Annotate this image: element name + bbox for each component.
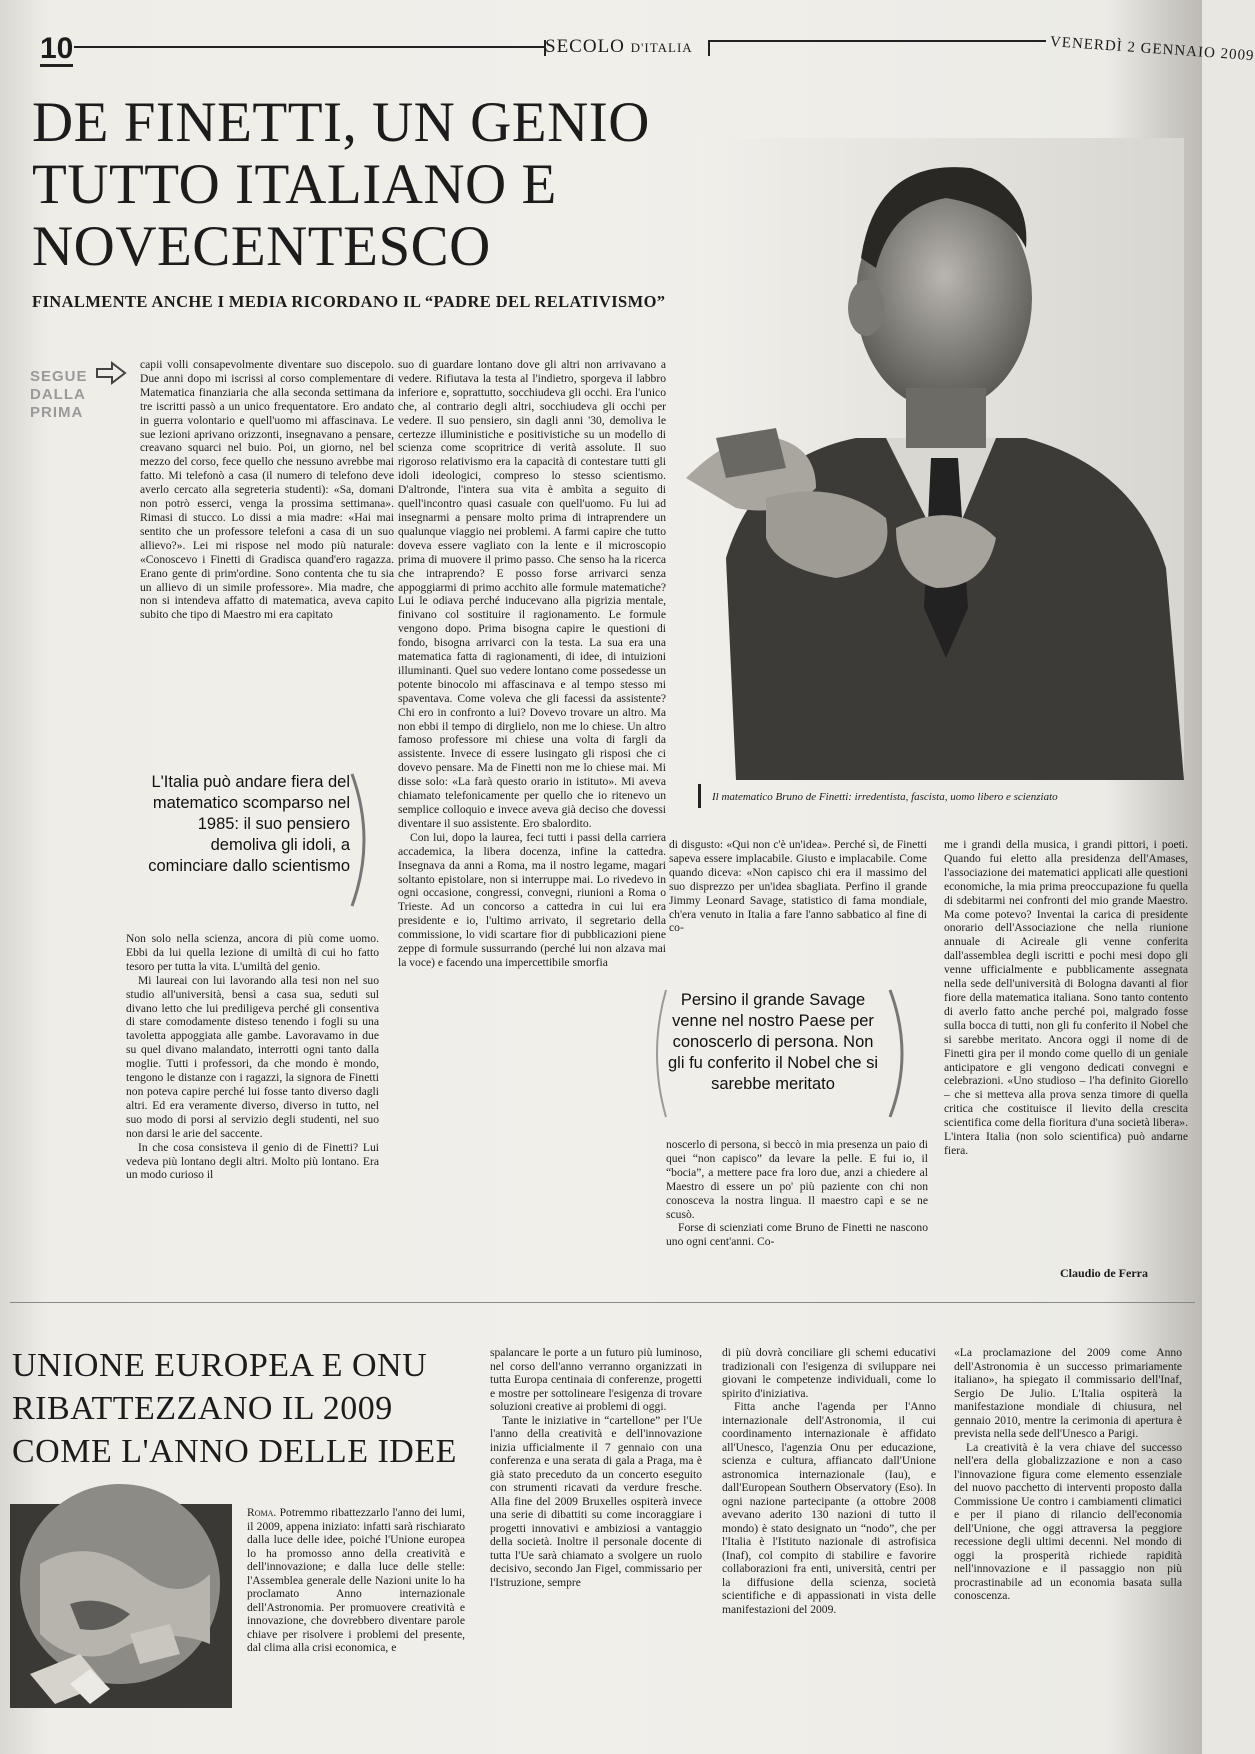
article-headline: DE FINETTI, UN GENIO TUTTO ITALIANO E NOVECENTESCO [32,91,650,278]
article-byline: Claudio de Ferra [1060,1266,1148,1280]
masthead-small: D'ITALIA [630,40,693,55]
article-paragraph: In che cosa consisteva il genio di de Finetti? Lui vedeva più lontano degli altri. Molto più lontano. Era un modo curioso il [126,1140,379,1182]
arrow-right-icon [96,362,126,384]
article-paragraph: capii volli consapevolmente diventare suo discepolo. Due anni dopo mi iscrissi al corso complementare di Matematica finanziaria che alla seconda settimana da tre iscritti passò a un unico frequentatore. Ero andato in guerra volontario e quell'uomo mi affascinava. Le sue lezioni aprivano orizzonti, insegnavano a pensare, creavano squarci nel buio. Poi, un giorno, nel bel mezzo del corso, fece quello che nessuno avrebbe mai fatto. Mi telefonò a casa (il numero di telefono deve averlo cercato alla segreteria studenti): «Sa, domani non potrò esserci, venga la prossima settimana». Rimasi di stucco. Lo dissi a mia madre: «Hai mai sentito che un professore telefoni a casa di un suo allievo?». Lei mi rispose nel modo più naturale: «Conoscevo i Finetti di Gradisca quand'ero ragazza. Erano gente di prim'ordine. Sono contenta che tu sia un allievo di un simile professore». Mia madre, che non si intendeva affatto di matematica, aveva capito subito che tipo di Maestro mi era capitato [140,358,394,622]
article2-dateline: Roma. [247,1506,277,1519]
article-paragraph: noscerlo di persona, si beccò in mia presenza un paio di quei “non capisco” da levare la pelle. E fui io, il “bocia”, a mettere pace fra loro due, anzi a chiedere al Maestro di essere un po' più paziente con chi non conosceva la nostra lingua. Il maestro capì e se ne scusò. [666,1138,928,1221]
article2-column-2 [490,1346,702,1589]
article2-paragraph: Fitta anche l'agenda per l'Anno internazionale dell'Astronomia, il cui coordinamento internazionale è affidato all'Unesco, l'agenzia Onu per educazione, scienza e cultura, affiancato dall'Unione astronomica internazionale (Iau), e dall'European Southern Observatory (Eso). In ogni nazione partecipante (a ottobre 2008 avevano aderito 130 nazioni di tutto il mondo) è stato designato un “nodo”, che per l'Italia è l'Istituto nazionale di astrofisica (Inaf), col compito di stabilire e favorire collaborazioni fra enti, università, centri per la diffusione della scienza, società scientifiche e di appassionati in vista delle manifestazioni del 2009. [722,1400,936,1616]
photo-caption: Il matematico Bruno de Finetti: irredentista, fascista, uomo libero e scienziato [712,791,1058,803]
article2-paragraph: «La proclamazione del 2009 come Anno dell'Astronomia è un successo primariamente italiano», ha spiegato il commissario dell'Inaf, Sergio De Julio. L'Italia ospiterà la manifestazione mondiale di chiusura, nel gennaio 2010, mentre la cerimonia di apertura è prevista nella sede dell'Unesco a Parigi. [954,1346,1182,1440]
article2-column-1 [247,1506,465,1655]
article-paragraph: suo di guardare lontano dove gli altri non arrivavano a vedere. Rifiutava la testa al l'indietro, sporgeva il labbro inferiore e, soprattutto, socchiudeva gli occhi. Era l'unico che, al contrario degli altri, socchiudeva gli occhi per vedere. Il suo pensiero, sin dagli anni '30, demoliva le certezze illuministiche e positivistiche su un modello di scienza come scopritrice di verità assolute. Il suo rigoroso relativismo era la capacità di contestare tutti gli idoli ideologici, compreso lo stesso scientismo. D'altronde, l'intera sua vita è ambìta a seguito di quell'incontro quasi casuale con quell'uomo. Fu lui ad insegnarmi a pensare molto prima di intraprendere un qualunque viaggio nei problemi. A farmi capire che tutto doveva essere vagliato con la lente e il microscopio prima di muovere il primo passo. Che senso ha la ricerca che intraprendo? E posso forse arrivarci senza appoggiarmi di primo acchito alle formule matematiche? Lui le odiava perché inducevano alla pigrizia mentale, finivano col sostituire il ragionamento. Le formule vengono dopo. Prima bisogna capire le questioni di fondo, bisogna arrivarci con la testa. La sua era una matematica fatta di ragionamenti, di idee, di intuizioni illuminanti. Quel suo vedere lontano come possedesse un potente binocolo mi affascinava e al tempo stesso mi spaventava. Come voleva che gli facessi da assistente? Chi ero in confronto a lui? Dovevo trovare un altro. Ma non ebbi il tempo di dirglielo, non me lo chiese. Un altro famoso professore mi chiese una volta di fargli da assistente. Invece di essere lusingato gli risposi che ci dovevo pensare. Ma de Finetti non me lo chiese mai. Mi disse solo: «La farà questo orario in istituto». Mi aveva chiamato telefonicamente per quello che io ritenevo un semplice colloquio e invece aveva già deciso che dovessi diventare il suo assistente. Ero sbalordito. [398,358,666,830]
article2-paragraph [247,1506,465,1655]
article-column-1 [140,358,394,622]
pull-quote-bracket-icon [888,986,914,1121]
caption-bar [698,784,701,808]
article2-lead: Potremmo ribattezzarlo l'anno dei lumi, il 2009, appena iniziato: infatti sarà rischiarato dalla luce delle idee, poiché l'Unione europea lo ha promosso anno della creatività e dell'innovazione; e dalla luce delle stelle: l'Assemblea generale delle Nazioni unite lo ha proclamato Anno internazionale dell'Astronomia. Per promuovere creatività e innovazione, che dovrebbero diventare parole chiave per risolvere i problemi del presente, dal clima alla crisi economica, e [247,1506,465,1654]
article-paragraph: Forse di scienziati come Bruno de Finetti ne nascono uno ogni cent'anni. Co- [666,1221,928,1249]
article-paragraph: me i grandi della musica, i grandi pittori, i poeti. Quando fui eletto alla presidenza dell'Amases, l'associazione dei matematici applicati alle questioni economiche, la mia prima preoccupazione fu quella di sdebitarmi nei confronti del mio grande Maestro. Ma come potevo? Inventai la carica di presidente onorario dell'Associazione che nella riunione annuale di Acireale gli venne conferita dall'assemblea degli iscritti e pochi mesi dopo gli venne ufficialmente e pubblicamente assegnata nella sede dell'università di Bologna davanti al fior fiore della matematica italiana. Sono tanto contento di averlo fatto anche perché poi, malgrado fosse sulla bocca di tutti, non gli fu conferito il Nobel che si sarebbe meritato. Ancora oggi il nome di de Finetti gira per il mondo come quello di un geniale anticipatore e gli vengono dedicati convegni e celebrazioni. «Uno studioso – l'ha definito Giorello – che si metteva alla prova senza timore di quella critica che costituisce il lievito della crescita scientifica come della fioritura d'una società libera». L'intera Italia (non solo scientifica) può andarne fiera. [944,838,1188,1157]
article-column-1-bottom [126,932,379,1182]
article-paragraph: Con lui, dopo la laurea, feci tutti i passi della carriera accademica, la libera docenza, infine la cattedra. Insegnava da anni a Roma, ma il nostro legame, magari soltanto epistolare, non si interruppe mai. Lo rivedevo in ogni occasione, congressi, convegni, riunioni a Roma o Trieste. Ad un concorso a cattedra in cui lui era presidente e io, l'ultimo arrivato, il segretario della commissione, lo vidi scartare fior di pubblicazioni piene zeppe di formule sussurrando (perché lui non alzava mai la voce) e facendo una impercettibile smorfia [398,830,666,969]
article-column-4 [944,838,1188,1158]
de-finetti-portrait [696,138,1184,780]
pull-quote-2: Persino il grande Savage venne nel nostro Paese per conoscerlo di persona. Non gli fu conferito il Nobel che si sarebbe meritato [667,991,879,1093]
header-rule-left [74,46,544,48]
header-rule-right [708,40,1046,42]
pull-quote-1: L'Italia può andare fiera del matematico scomparso nel 1985: il suo pensiero demoliva gli idoli, a cominciare dallo scientismo [148,773,350,875]
article2-column-4 [954,1346,1182,1603]
header-tick-2 [708,40,710,56]
pull-quote-bracket-left-icon [648,986,668,1121]
follow-from-front-label: SEGUE DALLA PRIMA [30,368,88,421]
article2-paragraph: Tante le iniziative in “cartellone” per l'Ue l'anno della creatività e dell'innovazione inizia ufficialmente il 7 gennaio con una conferenza e una serata di gala a Praga, ma è già stato preceduto da un concerto eseguito con strumenti ricavati da verdure fresche. Alla fine del 2009 Bruxelles ospiterà invece una serie di dibattiti su come incoraggiare i progetti innovativi e ambiziosi a vantaggio della società. Inoltre il personale docente di tutta l'Ue sarà chiamato a svolgere un ruolo decisivo, secondo Jan Figel, commissario per l'Istruzione, sempre [490,1413,702,1589]
article2-column-3 [722,1346,936,1616]
article-column-3 [669,838,927,935]
newspaper-masthead [545,36,693,58]
earth-space-image [10,1504,232,1708]
article-column-2 [398,358,666,970]
issue-date: VENERDÌ 2 GENNAIO 2009 [1049,34,1255,65]
article-subtitle: FINALMENTE ANCHE I MEDIA RICORDANO IL “PADRE DEL RELATIVISMO” [32,292,666,311]
article-divider [10,1302,1195,1303]
page-number: 10 [40,32,74,65]
article2-paragraph: di più dovrà conciliare gli schemi educativi tradizionali con l'esigenza di sviluppare nei giovani le competenze individuali, come lo spirito d'iniziativa. [722,1346,936,1400]
article-paragraph: Mi laureai con lui lavorando alla tesi non nel suo studio all'università, bensì a casa sua, seduti sul divano letto che lui prediligeva perché gli consentiva di stare comodamente disteso tenendo i fogli su una tavoletta appoggiata alle gambe. Lavoravamo in due su quel divano malandato, interrotti ogni tanto dalla moglie. Tutti i professori, da che mondo è mondo, tengono le distanze con i ragazzi, la signora de Finetti non poteva capire perché lui fosse tanto diverso dagli altri. Ed era veramente diverso, diverso in tutto, nel suo modo di porsi al servizio degli studenti, nel suo non darsi le arie del saccente. [126,973,379,1140]
article-paragraph: di disgusto: «Qui non c'è un'idea». Perché sì, de Finetti sapeva essere implacabile. Giusto e implacabile. Come quando diceva: «Non capisco chi era il massimo del suo disprezzo per un'idea sbagliata. Perfino il grande Jimmy Leonard Savage, statistico di fama mondiale, ch'era venuto in Italia a fare l'anno sabbatico al fine di co- [669,838,927,935]
article2-headline: UNIONE EUROPEA E ONU RIBATTEZZANO IL 2009 COME L'ANNO DELLE IDEE [12,1347,457,1470]
pull-quote-bracket-icon [350,770,376,910]
masthead-main: SECOLO [545,36,625,57]
article2-paragraph: La creatività è la vera chiave del successo nell'era della globalizzazione e non a caso l'innovazione figura come elemento essenziale del nuovo pacchetto di interventi proposto dalla Commissione Ue contro i cambiamenti climatici e per il piano di rilancio dell'economia dell'Unione, che oggi attraversa la peggiore recessione degli ultimi decenni. Nel mondo di oggi la prosperità richiede rapidità nell'innovazione e il passaggio non più procrastinabile ad un economia basata sulla conoscenza. [954,1440,1182,1602]
article-paragraph: Non solo nella scienza, ancora di più come uomo. Ebbi da lui quella lezione di umiltà di cui ho fatto tesoro per tutta la vita. L'umiltà del genio. [126,932,379,973]
article2-paragraph: spalancare le porte a un futuro più luminoso, nel corso dell'anno verranno organizzati in tutta Europa centinaia di conferenze, progetti e mostre per sottolineare l'esigenza di trovare soluzioni creative ai problemi di oggi. [490,1346,702,1413]
article-column-3-bottom [666,1138,928,1249]
